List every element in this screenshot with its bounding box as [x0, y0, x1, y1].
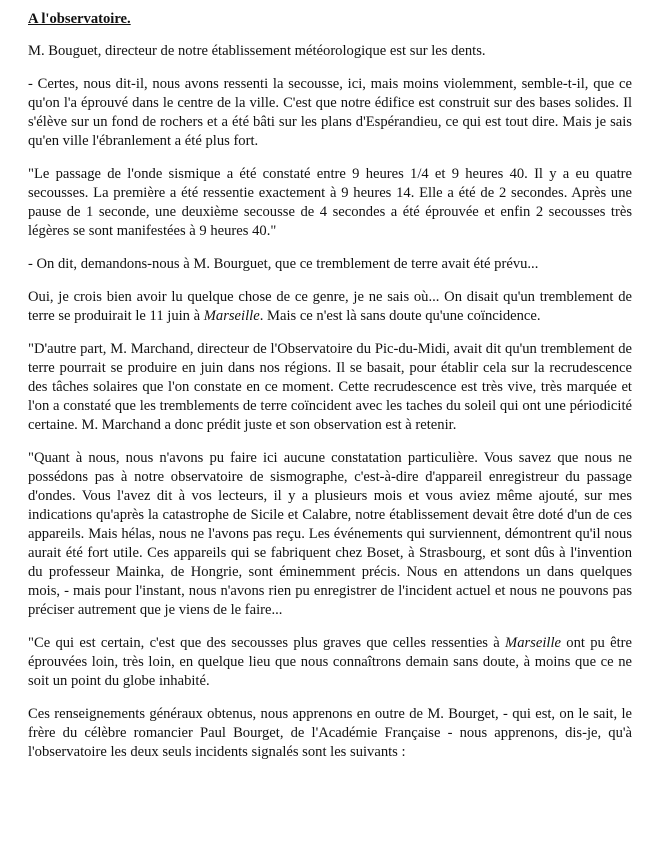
document-page: [28, 10, 632, 762]
paragraph: [28, 288, 632, 326]
paragraph-text: - On dit, demandons-nous à M. Bourguet, que ce tremblement de terre avait été prévu...: [28, 256, 539, 272]
paragraph: [28, 75, 632, 151]
paragraph: [28, 449, 632, 620]
paragraph-text: - Certes, nous dit-il, nous avons ressenti la secousse, ici, mais moins violemment, semble-t-il, que ce qu'on l'a éprouvé dans le centre de la ville. C'est que notre édifice est construit sur des bases solides. Il s'élève sur un fond de rochers et a été bâti sur les plans d'Espérandieu, ce qui est tout dire. Mais je sais qu'en ville l'ébranlement a été plus fort.: [28, 76, 632, 149]
paragraph: [28, 340, 632, 435]
paragraph: [28, 255, 632, 274]
paragraph-text: "D'autre part, M. Marchand, directeur de l'Observatoire du Pic-du-Midi, avait dit qu'un tremblement de terre pourrait se produire en juin dans nos régions. Il se basait, pour établir cela sur la recrudescence des tâches solaires que l'on constate en ce moment. Cette recrudescence est très vive, très marquée et l'on a constaté que les tremblements de terre coïncident avec les taches du soleil qui ont une périodicité certaine. M. Marchand a donc prédit juste et son observation est à retenir.: [28, 341, 632, 433]
paragraph: [28, 705, 632, 762]
paragraph-text: M. Bouguet, directeur de notre établissement météorologique est sur les dents.: [28, 43, 486, 59]
italic-text: Marseille: [505, 635, 561, 651]
paragraph-text: Oui, je crois bien avoir lu quelque chose de ce genre, je ne sais où... On disait qu'un tremblement de terre se produirait le 11 juin à: [28, 289, 632, 324]
italic-text: Marseille: [203, 308, 260, 324]
article-body: [28, 42, 632, 762]
paragraph: [28, 42, 632, 61]
paragraph-text: ont pu être éprouvées loin, très loin, en quelque lieu que nous connaîtrons demain sans doute, à moins que ce ne soit un point du globe inhabité.: [28, 635, 632, 689]
paragraph-text: "Le passage de l'onde sismique a été constaté entre 9 heures 1/4 et 9 heures 40. Il y a eu quatre secousses. La première a été ressentie exactement à 9 heures 14. Elle a été de 2 secondes. Après une pause de 1 seconde, une deuxième secousse de 4 secondes a été éprouvée et enfin 2 secousses très légères se sont manifestées à 9 heures 40.": [28, 166, 632, 239]
paragraph: [28, 165, 632, 241]
paragraph-text: "Ce qui est certain, c'est que des secousses plus graves que celles ressenties à: [28, 635, 506, 651]
paragraph: [28, 634, 632, 691]
paragraph-text: "Quant à nous, nous n'avons pu faire ici aucune constatation particulière. Vous savez que nous ne possédons pas à notre observatoire de sismographe, c'est-à-dire d'appareil enregistreur du passage d'ondes. Vous l'avez dit à vos lecteurs, il y a plusieurs mois et vous aviez même ajouté, sur mes indications qu'après la catastrophe de Sicile et Calabre, notre établissement devait être doté d'un de ces appareils. Mais hélas, nous ne l'avons pas reçu. Les événements qui surviennent, démontrent qu'il nous aurait été fort utile. Ces appareils qui se fabriquent chez Boset, à Strasbourg, et sont dûs à l'invention du professeur Mainka, de Hongrie, sont éminemment précis. Nous en attendons un dans quelques mois, - mais pour l'instant, nous n'avons rien pu enregistrer de l'incident actuel et nous ne pouvons pas préciser autrement que je viens de le faire...: [28, 450, 632, 618]
paragraph-text: Ces renseignements généraux obtenus, nous apprenons en outre de M. Bourget, - qui est, on le sait, le frère du célèbre romancier Paul Bourget, de l'Académie Française - nous apprenons, dis-je, qu'à l'observatoire les deux seuls incidents signalés sont les suivants :: [28, 706, 632, 760]
paragraph-text: . Mais ce n'est là sans doute qu'une coïncidence.: [259, 308, 541, 324]
article-title: A l'observatoire.: [28, 11, 131, 27]
